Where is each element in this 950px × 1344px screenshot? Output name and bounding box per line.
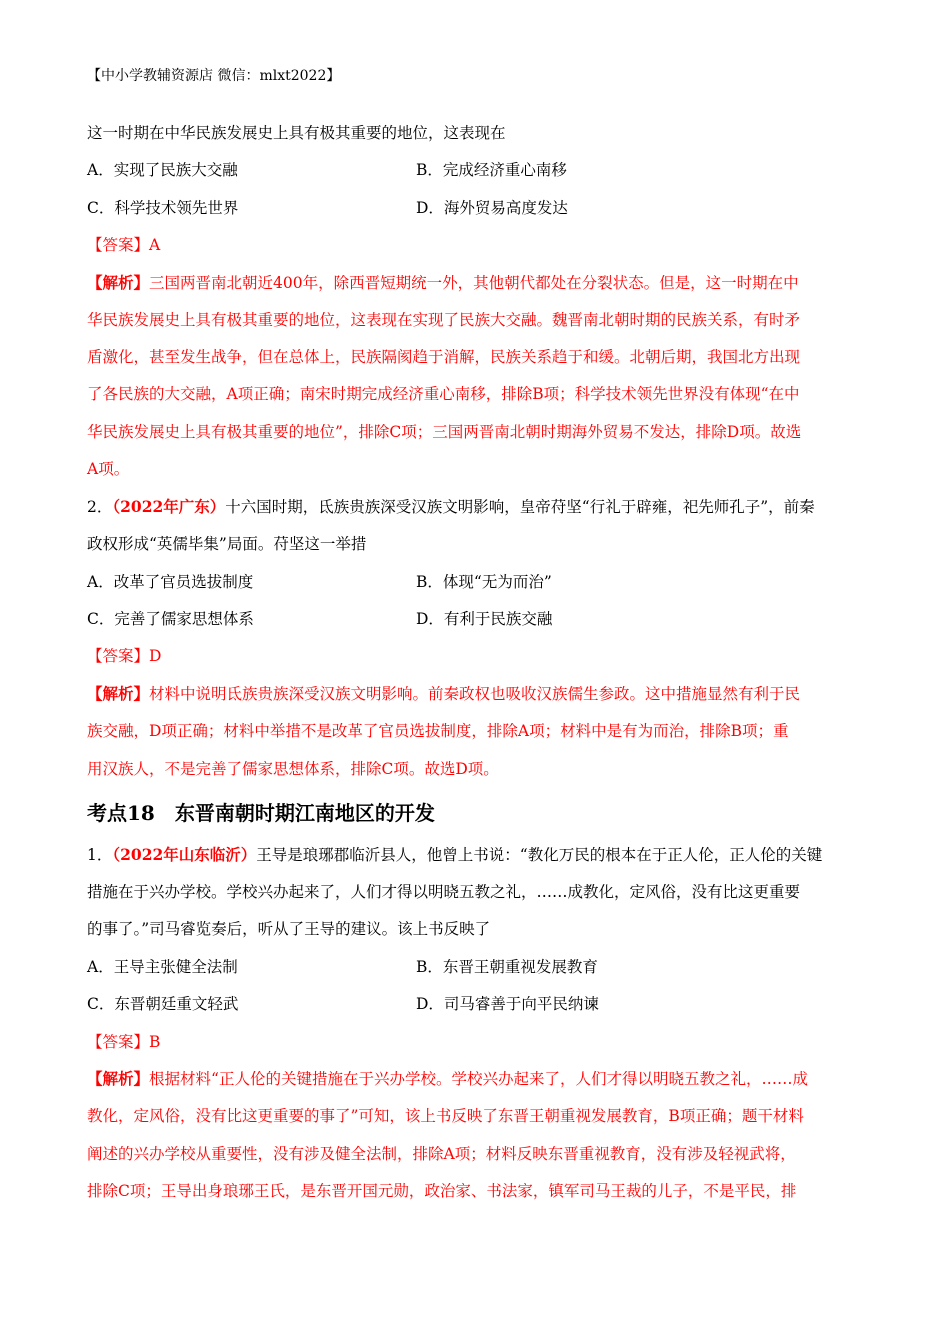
question-stem — [87, 843, 822, 865]
option-c: C．东晋朝廷重文轻武 — [87, 995, 239, 1013]
option-c: C．科学技术领先世界 — [87, 199, 239, 217]
analysis-label: 【解析】 — [87, 273, 150, 292]
analysis-line — [87, 271, 799, 293]
analysis-line: A项。 — [87, 460, 130, 478]
analysis-line: 华民族发展史上具有极其重要的地位，这表现在实现了民族大交融。魏晋南北朝时期的民族关系，有时矛 — [87, 311, 801, 329]
option-d: D．司马睿善于向平民纳谏 — [416, 995, 599, 1013]
analysis-line — [87, 1067, 808, 1089]
analysis-line: 排除C项；王导出身琅琊王氏，是东晋开国元勋，政治家、书法家，镇军司马王裁的儿子，不是平民，排 — [87, 1182, 797, 1200]
option-b: B．东晋王朝重视发展教育 — [416, 958, 598, 976]
option-b: B．完成经济重心南移 — [416, 161, 567, 179]
stem-text: 王导是琅琊郡临沂县人，他曾上书说：“教化万民的根本在于正人伦，正人伦的关键 — [256, 846, 823, 864]
option-b: B．体现“无为而治” — [416, 573, 552, 591]
answer: 【答案】A — [87, 236, 161, 254]
analysis-line: 盾激化，甚至发生战争，但在总体上，民族隔阂趋于消解，民族关系趋于和缓。北朝后期，我国北方出现 — [87, 348, 801, 366]
question-stem — [87, 495, 815, 517]
question-number: 1． — [87, 846, 113, 864]
question-source: （2022年广东） — [112, 497, 226, 516]
analysis-line: 族交融，D项正确；材料中举措不是改革了官员选拔制度，排除A项；材料中是有为而治，排除B项；重 — [87, 722, 789, 740]
analysis-line: 了各民族的大交融，A项正确；南宋时期完成经济重心南移，排除B项；科学技术领先世界没有体现“在中 — [87, 385, 800, 403]
analysis-line — [87, 682, 800, 704]
analysis-label: 【解析】 — [87, 1069, 150, 1088]
question-source: （2022年山东临沂） — [112, 845, 257, 864]
option-d: D．海外贸易高度发达 — [416, 199, 568, 217]
option-a: A．实现了民族大交融 — [87, 161, 238, 179]
stem-text: 十六国时期，氐族贵族深受汉族文明影响，皇帝苻坚“行礼于辟雍，祀先师孔子”，前秦 — [225, 498, 815, 516]
section-heading: 考点18 东晋南朝时期江南地区的开发 — [87, 801, 435, 825]
option-a: A．改革了官员选拔制度 — [87, 573, 254, 591]
analysis-line: 用汉族人，不是完善了儒家思想体系，排除C项。故选D项。 — [87, 760, 499, 778]
question-stem: 措施在于兴办学校。学校兴办起来了，人们才得以明晓五教之礼，……成教化，定风俗，没有比这更重要 — [87, 883, 801, 901]
question-stem: 的事了。”司马睿览奏后，听从了王导的建议。该上书反映了 — [87, 920, 491, 938]
analysis-line: 教化，定风俗，没有比这更重要的事了”可知，该上书反映了东晋王朝重视发展教育，B项正确；题干材料 — [87, 1107, 804, 1125]
option-d: D．有利于民族交融 — [416, 610, 553, 628]
watermark-header: 【中小学教辅资源店 微信：mlxt2022】 — [87, 68, 341, 84]
analysis-label: 【解析】 — [87, 684, 150, 703]
question-stem: 政权形成“英儒毕集”局面。苻坚这一举措 — [87, 535, 367, 553]
option-a: A．王导主张健全法制 — [87, 958, 238, 976]
option-c: C．完善了儒家思想体系 — [87, 610, 254, 628]
analysis-text: 三国两晋南北朝近400年，除西晋短期统一外，其他朝代都处在分裂状态。但是，这一时期在中 — [149, 274, 799, 292]
analysis-line: 阐述的兴办学校从重要性，没有涉及健全法制，排除A项；材料反映东晋重视教育，没有涉及轻视武将， — [87, 1145, 796, 1163]
question-stem: 这一时期在中华民族发展史上具有极其重要的地位，这表现在 — [87, 124, 506, 142]
question-number: 2． — [87, 498, 113, 516]
analysis-text: 根据材料“正人伦的关键措施在于兴办学校。学校兴办起来了，人们才得以明晓五教之礼，……成 — [149, 1070, 808, 1088]
analysis-text: 材料中说明氐族贵族深受汉族文明影响。前秦政权也吸收汉族儒生参政。这中措施显然有利于民 — [149, 685, 801, 703]
answer: 【答案】D — [87, 647, 162, 665]
answer: 【答案】B — [87, 1033, 161, 1051]
analysis-line: 华民族发展史上具有极其重要的地位”，排除C项；三国两晋南北朝时期海外贸易不发达，排除D项。故选 — [87, 423, 802, 441]
